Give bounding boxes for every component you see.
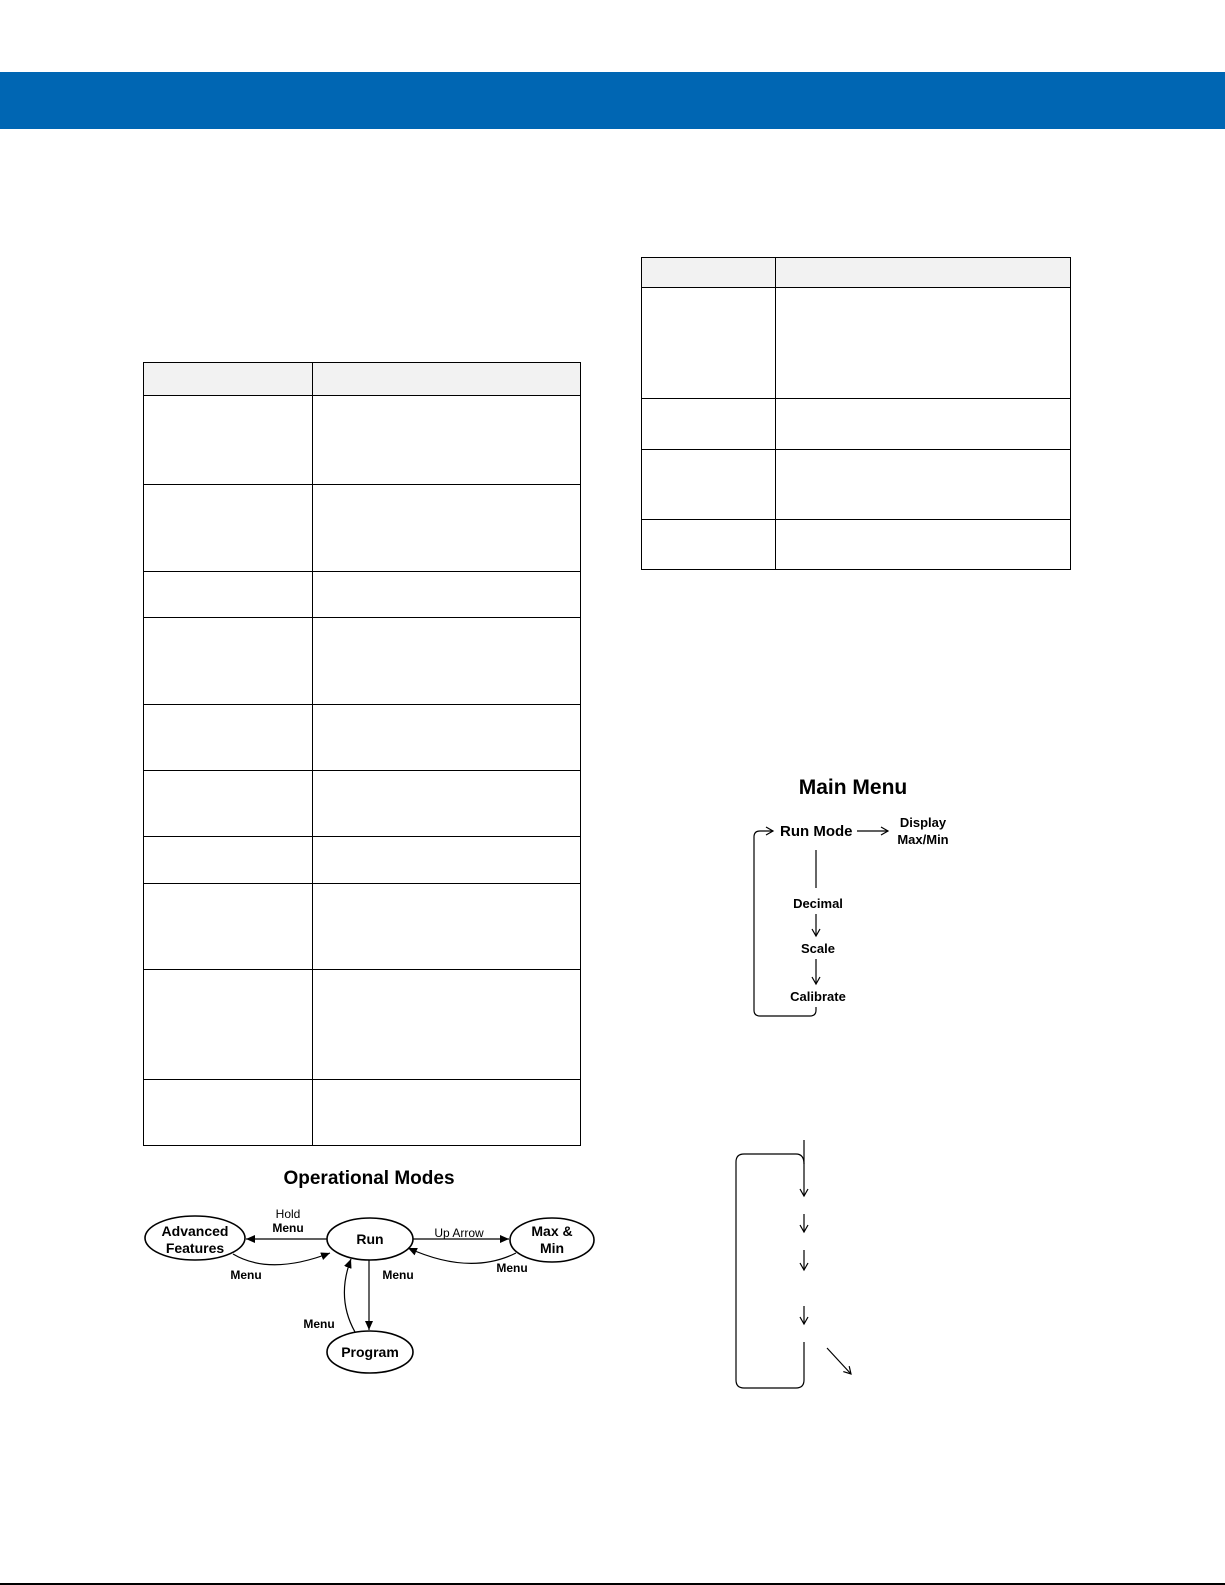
table-row (144, 618, 581, 705)
table-row (144, 705, 581, 771)
run-label: Run (356, 1231, 384, 1247)
flow-loop-box (736, 1154, 804, 1388)
table-row (642, 520, 1071, 570)
advanced-features-label-line1: Advanced (161, 1223, 229, 1239)
table-row (144, 837, 581, 884)
table-row (144, 771, 581, 837)
main-menu-diagram (740, 760, 980, 1030)
header-band (0, 72, 1225, 129)
decimal-label: Decimal (793, 896, 843, 911)
table-row (144, 970, 581, 1080)
maxmin-menu-label: Menu (496, 1261, 528, 1275)
hold-label: Hold (275, 1207, 301, 1221)
left-table (143, 362, 581, 1146)
advanced-to-run-arrow (233, 1253, 330, 1265)
table-header-row (144, 363, 581, 396)
table-row (144, 1080, 581, 1146)
flow-diagonal-arrow (827, 1348, 851, 1374)
table-row (642, 399, 1071, 450)
scale-label: Scale (801, 941, 835, 956)
table-row (144, 396, 581, 485)
program-to-run-arrow (344, 1259, 355, 1332)
max-min-label-line2: Min (539, 1240, 565, 1256)
program-menu-label: Menu (303, 1317, 335, 1331)
max-min-label-line1: Max & (531, 1223, 573, 1239)
hold-menu-label: Menu (272, 1221, 304, 1235)
program-label: Program (341, 1344, 399, 1360)
run-down-menu-label: Menu (382, 1268, 414, 1282)
run-mode-label: Run Mode (780, 823, 853, 840)
table-row (144, 884, 581, 970)
calibrate-label: Calibrate (790, 989, 846, 1004)
display-max-min-label-line1: Display (899, 815, 947, 830)
up-arrow-label: Up Arrow (434, 1226, 484, 1240)
flow-diagram (725, 1130, 875, 1400)
advanced-features-label-line2: Features (165, 1240, 225, 1256)
table-row (642, 450, 1071, 520)
table-header-row (642, 258, 1071, 288)
operational-modes-title: Operational Modes (283, 1168, 455, 1189)
right-table (641, 257, 1071, 570)
operational-modes-diagram (140, 1158, 600, 1388)
main-menu-title: Main Menu (798, 776, 908, 799)
table-row (144, 572, 581, 618)
table-row (642, 288, 1071, 399)
display-max-min-label-line2: Max/Min (897, 832, 949, 847)
table-row (144, 485, 581, 572)
advanced-menu-label: Menu (230, 1268, 262, 1282)
